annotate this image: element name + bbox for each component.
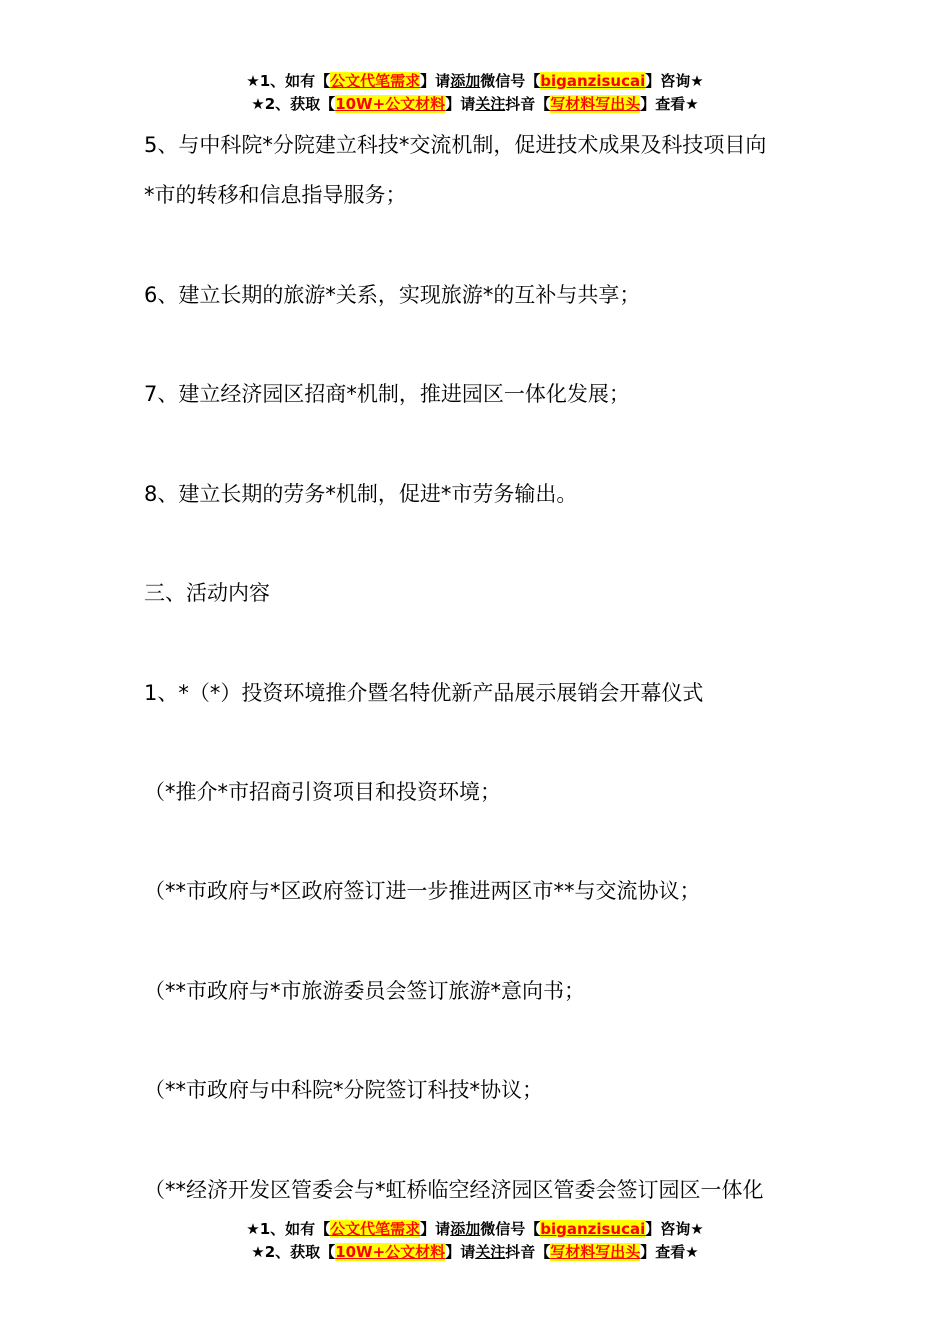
paragraph-sub-item: （**市政府与中科院*分院签订科技*协议；: [144, 1078, 543, 1102]
banner-line-2: ★2、获取【10W+公文材料】请关注抖音【写材料写出头】查看★: [251, 1243, 699, 1261]
paragraph-item-6: 6、建立长期的旅游*关系，实现旅游*的互补与共享；: [144, 283, 641, 307]
paragraph-item-7: 7、建立经济园区招商*机制，推进园区一体化发展；: [144, 382, 630, 406]
header-banner: [0, 70, 950, 116]
highlight-materials: 10W+公文材料: [335, 1243, 446, 1261]
paragraph-sub-item: （*推介*市招商引资项目和投资环境；: [144, 780, 501, 804]
highlight-douyin-account: 写材料写出头: [550, 95, 641, 113]
highlight-wechat-id: biganzisucai: [540, 1220, 646, 1238]
paragraph-sub-item: （**市政府与*市旅游委员会签订旅游*意向书；: [144, 979, 585, 1003]
paragraph-item-5-continued: *市的转移和信息指导服务；: [144, 183, 407, 207]
highlight-wechat-id: biganzisucai: [540, 72, 646, 90]
highlight-douyin-account: 写材料写出头: [550, 1243, 641, 1261]
footer-banner: [0, 1218, 950, 1264]
highlight-service: 公文代笔需求: [330, 72, 421, 90]
paragraph-item-5: 5、与中科院*分院建立科技*交流机制，促进技术成果及科技项目向: [144, 133, 767, 157]
section-heading-activities: 三、活动内容: [144, 581, 270, 605]
paragraph-sub-item: （**市政府与*区政府签订进一步推进两区市**与交流协议；: [144, 879, 701, 903]
banner-line-2: ★2、获取【10W+公文材料】请关注抖音【写材料写出头】查看★: [251, 95, 699, 113]
banner-line-1: ★1、如有【公文代笔需求】请添加微信号【biganzisucai】咨询★: [246, 1220, 704, 1238]
highlight-materials: 10W+公文材料: [335, 95, 446, 113]
paragraph-sub-item: （**经济开发区管委会与*虹桥临空经济园区管委会签订园区一体化: [144, 1178, 764, 1202]
banner-line-1: ★1、如有【公文代笔需求】请添加微信号【biganzisucai】咨询★: [246, 72, 704, 90]
paragraph-activity-1: 1、*（*）投资环境推介暨名特优新产品展示展销会开幕仪式: [144, 681, 704, 705]
paragraph-item-8: 8、建立长期的劳务*机制，促进*市劳务输出。: [144, 482, 578, 506]
highlight-service: 公文代笔需求: [330, 1220, 421, 1238]
